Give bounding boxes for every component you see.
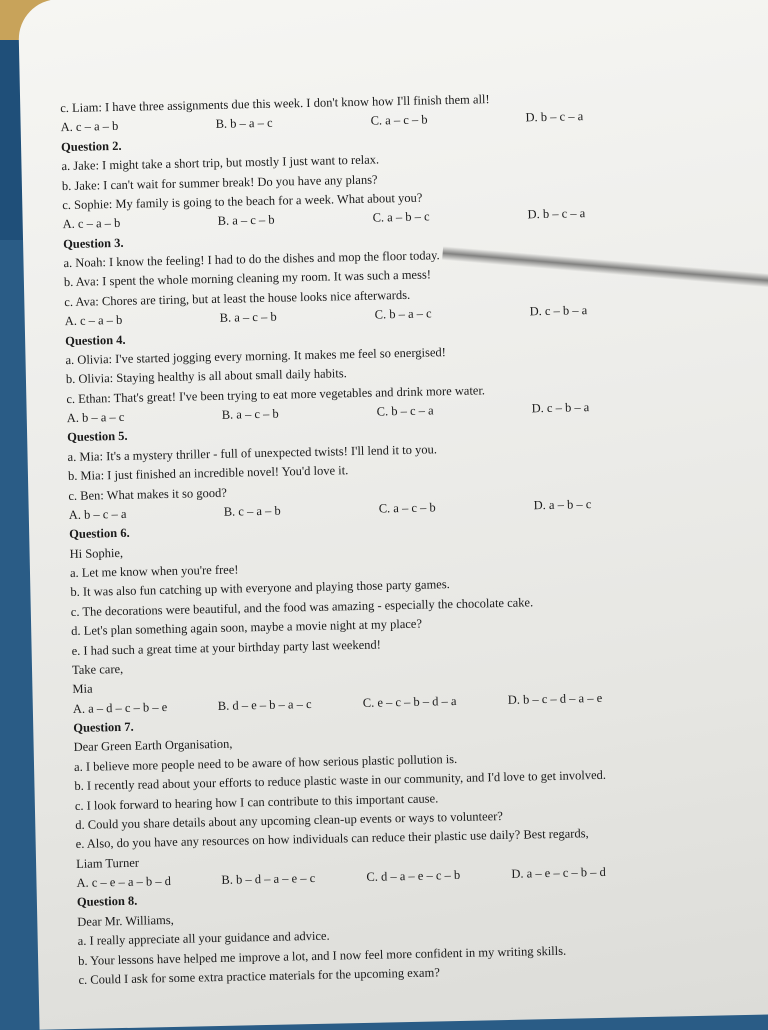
text-line: b. Olivia: Staying healthy is all about small daily habits. [65, 366, 347, 387]
question-heading: Question 7. [73, 719, 134, 736]
text-line: a. Jake: I might take a short trip, but mostly I just want to relax. [61, 152, 380, 174]
text-line: a. Olivia: I've started jogging every morning. It makes me feel so energised! [65, 344, 447, 367]
text-line: c. Ethan: That's great! I've been trying to eat more vegetables and drink more water. [66, 382, 486, 406]
text-line: a. Mia: It's a mystery thriller - full of unexpected twists! I'll lend it to you. [67, 442, 438, 464]
text-line: b. Mia: I just finished an incredible novel! You'd love it. [67, 463, 349, 484]
text-line: c. Liam: I have three assignments due this week. I don't know how I'll finish them all! [60, 92, 490, 116]
text-line: Dear Green Earth Organisation, [73, 737, 233, 755]
question-heading: Question 6. [69, 526, 130, 542]
text-line: Hi Sophie, [69, 545, 124, 561]
answer-option: B. b – d – a – e – c [221, 870, 316, 887]
answer-option: B. d – e – b – a – c [217, 696, 312, 713]
text-line: b. It was also fun catching up with everyone and playing those party games. [70, 577, 450, 600]
answer-option: D. b – c – a [525, 109, 584, 125]
question-heading: Question 2. [60, 138, 122, 154]
answer-option: D. c – b – a [531, 400, 590, 416]
answer-option: B. c – a – b [223, 503, 281, 519]
answer-option: C. b – c – a [376, 403, 434, 419]
text-line: c. Could I ask for some extra practice materials for the upcoming exam? [78, 965, 440, 987]
text-line: b. Your lessons have helped me improve a lot, and I now feel more confident in my writing skills. [77, 943, 567, 968]
answer-option: A. b – a – c [66, 409, 125, 426]
question-heading: Question 8. [76, 894, 138, 910]
text-line: b. Jake: I can't wait for summer break! Do you have any plans? [61, 172, 378, 193]
text-line: c. The decorations were beautiful, and the food was amazing - especially the chocolate cake. [70, 595, 534, 619]
answer-option: B. a – c – b [217, 212, 275, 229]
answer-option: A. a – d – c – b – e [72, 699, 168, 716]
answer-option: D. a – b – c [533, 496, 592, 513]
answer-option: B. b – a – c [215, 116, 273, 132]
text-line: c. I look forward to hearing how I can contribute to this important cause. [74, 790, 439, 813]
text-line: a. I believe more people need to be aware of how serious plastic pollution is. [73, 751, 458, 774]
answer-option: D. b – c – d – a – e [507, 690, 603, 707]
answer-option: B. a – c – b [219, 309, 277, 325]
question-heading: Question 5. [67, 429, 128, 445]
worksheet-content [60, 84, 768, 990]
answer-option: A. b – c – a [68, 506, 127, 522]
answer-option: B. a – c – b [221, 406, 279, 422]
text-line: b. Ava: I spent the whole morning cleaning my room. It was such a mess! [63, 267, 432, 290]
text-line: d. Let's plan something again soon, maybe a movie night at my place? [71, 616, 423, 639]
answer-option: C. b – a – c [374, 306, 432, 322]
answer-option: A. c – e – a – b – d [76, 873, 172, 890]
text-line: e. I had such a great time at your birthday party last weekend! [71, 637, 381, 658]
text-line: e. Also, do you have any resources on how individuals can reduce their plastic use daily? Best regards, [75, 826, 589, 852]
text-line: d. Could you share details about any upcoming clean-up events or ways to volunteer? [75, 808, 504, 832]
answer-option: A. c – a – b [62, 216, 121, 232]
text-line: Mia [72, 681, 93, 697]
text-line: b. I recently read about your efforts to reduce plastic waste in our community, and I'd love to get involved. [74, 767, 607, 794]
answer-option: A. c – a – b [60, 119, 119, 135]
text-line: a. I really appreciate all your guidance and advice. [77, 928, 330, 949]
text-line: Dear Mr. Williams, [77, 912, 174, 929]
paper-sheet [18, 0, 768, 1030]
question-heading: Question 4. [64, 332, 126, 348]
text-line: c. Ben: What makes it so good? [68, 485, 227, 503]
answer-option: D. a – e – c – b – d [511, 864, 606, 881]
text-line: Take care, [71, 661, 124, 677]
answer-option: C. a – c – b [370, 112, 428, 129]
answer-option: D. c – b – a [529, 303, 588, 319]
text-line: Liam Turner [75, 855, 140, 871]
text-line: a. Noah: I know the feeling! I had to do the dishes and mop the floor today. [63, 248, 440, 271]
question-heading: Question 3. [62, 235, 124, 251]
answer-option: D. b – c – a [527, 206, 586, 222]
answer-option: C. e – c – b – d – a [362, 693, 457, 710]
answer-option: A. c – a – b [64, 313, 123, 329]
answer-option: C. a – b – c [372, 209, 430, 225]
answer-option: C. d – a – e – c – b [366, 867, 461, 884]
text-line: a. Let me know when you're free! [69, 562, 239, 581]
text-line: c. Sophie: My family is going to the beach for a week. What about you? [62, 190, 423, 212]
text-line: c. Ava: Chores are tiring, but at least the house looks nice afterwards. [64, 287, 411, 309]
answer-option: C. a – c – b [378, 500, 436, 516]
